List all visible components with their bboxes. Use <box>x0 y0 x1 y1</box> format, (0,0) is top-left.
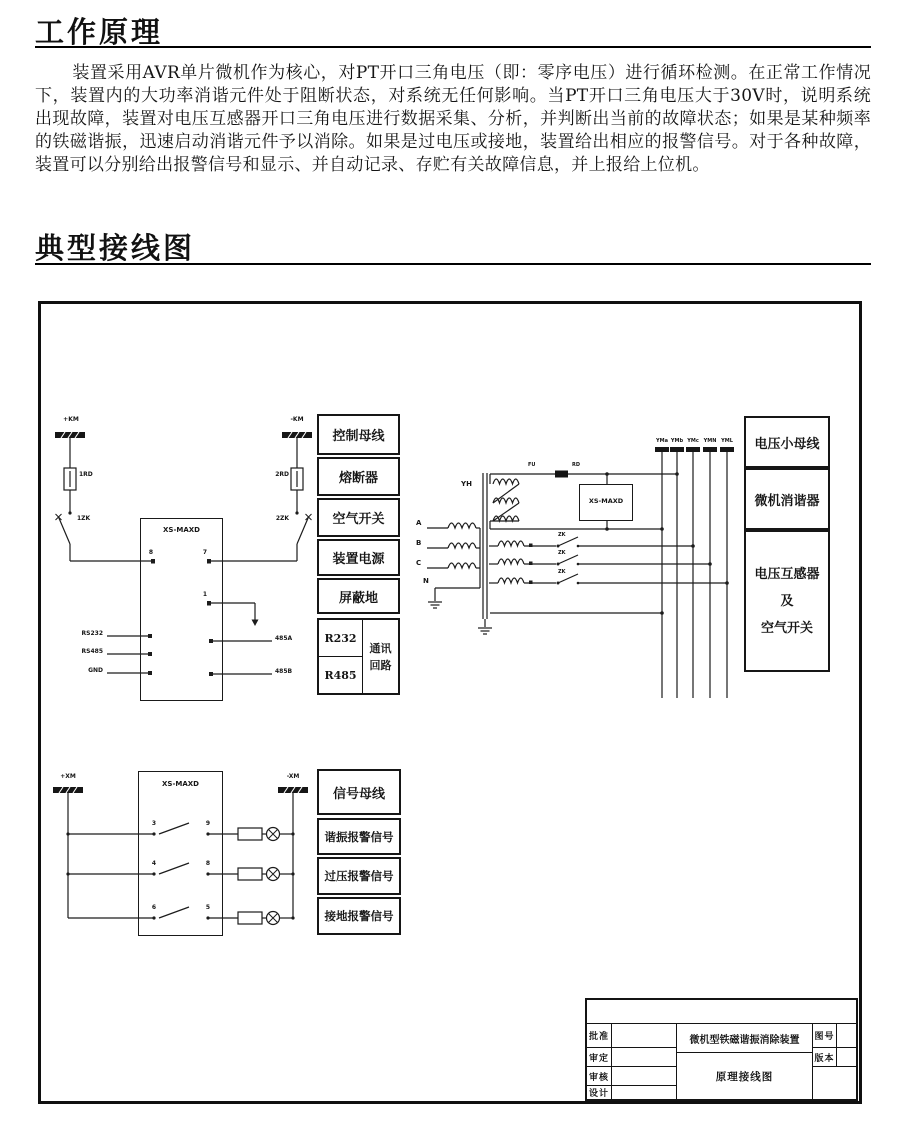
pt-circuit <box>427 447 734 698</box>
ym-bus-label-c: YMc <box>687 438 699 444</box>
contact-pin-4: 4 <box>151 860 157 867</box>
upper-left-circuit <box>55 432 312 676</box>
ym-bus-label-l: YML <box>721 438 733 444</box>
bus-label-km-neg: -KM <box>290 416 304 423</box>
lower-left-circuit <box>53 787 308 925</box>
port-label-gnd: GND <box>88 667 103 674</box>
circuit-linework <box>41 304 859 1101</box>
switch-icon <box>56 514 71 544</box>
lamp-icon <box>267 868 280 881</box>
contact-pin-6: 6 <box>151 904 157 911</box>
device-model-pt: XS-MAXD <box>588 497 624 505</box>
comm-line2: 回路 <box>369 658 392 672</box>
contact-pin-5: 5 <box>205 904 211 911</box>
pt-yh-label: YH <box>461 480 472 488</box>
legend-resonance-alarm: 谐振报警信号 <box>317 818 401 855</box>
section-title-wiring-diagram: 典型接线图 <box>35 231 196 265</box>
phase-a-label: A <box>416 519 422 527</box>
contact-pin-3: 3 <box>151 820 157 827</box>
bus-label-km-pos: +KM <box>63 416 79 423</box>
legend-pt-line1: 电压互感器 <box>754 566 820 582</box>
diagram-frame <box>38 301 862 1104</box>
zk-switch-label-2: ZK <box>558 550 566 556</box>
tb-product-name: 微机型铁磁谐振消除装置 <box>677 1024 813 1053</box>
out-label-485b: 485B <box>275 668 293 675</box>
port-label-rs485: RS485 <box>81 648 103 655</box>
phase-n-label: N <box>423 577 429 585</box>
fuse1-label: 1RD <box>79 471 93 478</box>
primary-windings <box>427 523 480 601</box>
phase-c-label: C <box>416 559 422 567</box>
zk-switch-label-1: ZK <box>558 532 566 538</box>
legend-overvoltage-alarm: 过压报警信号 <box>317 857 401 895</box>
legend-pt-line3: 空气开关 <box>760 620 813 636</box>
open-delta-winding <box>490 474 519 529</box>
pin-label-7: 7 <box>202 549 208 556</box>
pt-rd-label: RD <box>572 462 581 468</box>
fuse-icon <box>291 468 303 490</box>
contact-pin-8: 8 <box>205 860 211 867</box>
transformer-core <box>483 473 487 619</box>
device-model-lower: XS-MAXD <box>162 780 199 788</box>
resistor-icon <box>238 868 262 880</box>
pin-label-8: 8 <box>148 549 154 556</box>
lamp-icon <box>267 912 280 925</box>
out-label-485a: 485A <box>275 635 293 642</box>
legend-r485: R485 <box>319 657 363 693</box>
legend-fuse: 熔断器 <box>317 457 400 496</box>
legend-control-bus: 控制母线 <box>317 414 400 455</box>
heading-rule <box>35 46 871 48</box>
legend-air-switch: 空气开关 <box>317 498 400 537</box>
contact-blade <box>159 863 189 874</box>
bus-label-xm-neg: -XM <box>286 773 300 780</box>
ym-bus-label-b: YMb <box>670 438 684 444</box>
comm-line1: 通讯 <box>369 641 392 655</box>
phase-b-label: B <box>416 539 422 547</box>
zk-switch-label-3: ZK <box>558 569 566 575</box>
fuse-icon <box>555 471 568 478</box>
lamp-icon <box>267 828 280 841</box>
device-model-upper: XS-MAXD <box>163 526 200 534</box>
legend-voltage-bus: 电压小母线 <box>744 416 830 468</box>
voltage-bus-stubs <box>655 447 734 698</box>
legend-r232: R232 <box>319 620 363 657</box>
legend-shield-ground: 屏蔽地 <box>317 578 400 614</box>
junction-dot <box>675 472 679 476</box>
tb-design-label: 设计 <box>587 1086 612 1099</box>
tb-approve-label: 批准 <box>587 1024 612 1048</box>
resistor-icon <box>238 912 262 924</box>
legend-ground-alarm: 接地报警信号 <box>317 897 401 935</box>
fuse2-label: 2RD <box>275 471 289 478</box>
tb-verify-label: 审定 <box>587 1048 612 1067</box>
switch2-label: 2ZK <box>275 515 289 522</box>
pt-fu-label: FU <box>528 462 536 468</box>
tb-version-label: 版本 <box>813 1048 837 1067</box>
ground-icon <box>428 602 442 608</box>
section-title-working-principle: 工作原理 <box>35 15 164 49</box>
legend-harmonic-eliminator: 微机消谐器 <box>744 468 830 530</box>
bus-bar-icon <box>55 432 312 438</box>
contact-blade <box>159 907 189 918</box>
switch1-label: 1ZK <box>77 515 91 522</box>
ym-bus-label-a: YMa <box>656 438 668 444</box>
heading-rule-2 <box>35 263 871 265</box>
tb-drawing-no-label: 图号 <box>813 1024 837 1048</box>
bus-bar-icon <box>53 787 308 793</box>
arrow-down-icon <box>252 620 259 627</box>
tb-drawing-name: 原理接线图 <box>677 1053 813 1099</box>
legend-signal-bus: 信号母线 <box>317 769 401 815</box>
fuse-icon <box>64 468 76 490</box>
contact-pin-9: 9 <box>205 820 211 827</box>
switch-icon <box>297 514 312 544</box>
bus-label-xm-pos: +XM <box>60 773 76 780</box>
contact-blade <box>159 823 189 834</box>
legend-device-power: 装置电源 <box>317 539 400 576</box>
ground-icon <box>478 619 492 634</box>
ym-bus-label-n: YMN <box>703 438 717 444</box>
pin-label-1: 1 <box>202 591 208 598</box>
principle-paragraph: 装置采用AVR单片微机作为核心，对PT开口三角电压（即：零序电压）进行循环检测。在正常工作情况下，装置内的大功率消谐元件处于阻断状态，对系统无任何影响。当PT开口三角电压大于30V时，说明系统出现故障，装置对电压互感器开口三角电压进行数据采集、分析，并判断出当前的故障状态；如果是某种频率的铁磁谐振，迅速启动消谐元件予以消除。如果是过电压或接地，装置给出相应的报警信号。对于各种故障，装置可以分别给出报警信号和显示、并自动记录、存贮有关故障信息，并上报给上位机。 <box>35 63 871 175</box>
tb-review-label: 审核 <box>587 1067 612 1086</box>
resistor-icon <box>238 828 262 840</box>
legend-pt-line2: 及 <box>780 593 794 609</box>
port-label-rs232: RS232 <box>81 630 103 637</box>
